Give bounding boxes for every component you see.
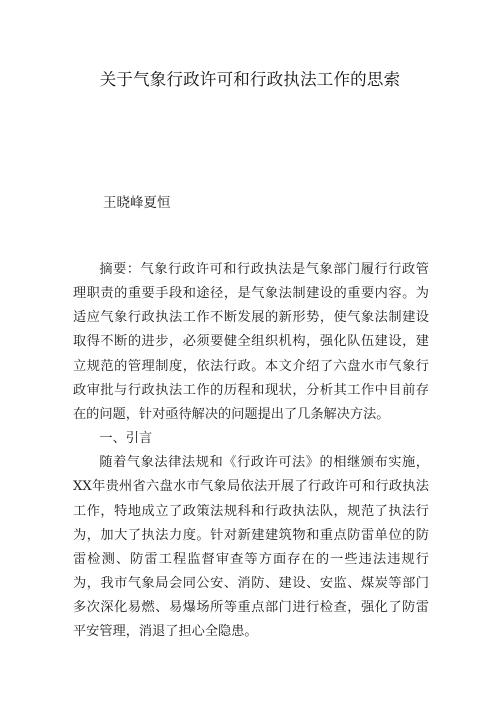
document-title: 关于气象行政许可和行政执法工作的思索	[99, 70, 401, 89]
section-heading: 一、引言	[99, 431, 153, 447]
author-line: 王晓峰夏恒	[103, 195, 171, 211]
document-body	[73, 258, 429, 645]
body-paragraph: 随着气象法律法规和《行政许可法》的相继颁布实施，XX年贵州省六盘水市气象局依法开展了行政许可和行政执法工作，特地成立了政策法规科和行政执法队，规范了执法行为，加大了执法力度。针对新建建筑物和重点防雷单位的防雷检测、防雷工程监督审查等方面存在的一些违法违规行为，我市气象局会同公安、消防、建设、安监、煤炭等部门多次深化易燃、易爆场所等重点部门进行检查，强化了防雷平安管理，消退了担心全隐患。	[73, 455, 429, 640]
abstract-paragraph: 摘要：气象行政许可和行政执法是气象部门履行行政管理职责的重要手段和途径，是气象法制建设的重要内容。为适应气象行政执法工作不断发展的新形势，使气象法制建设取得不断的进步，必须要健全组织机构，强化队伍建设，建立规范的管理制度，依法行政。本文介绍了六盘水市气象行政审批与行政执法工作的历程和现状，分析其工作中目前存在的问题，针对亟待解决的问题提出了几条解决方法。	[73, 262, 429, 422]
